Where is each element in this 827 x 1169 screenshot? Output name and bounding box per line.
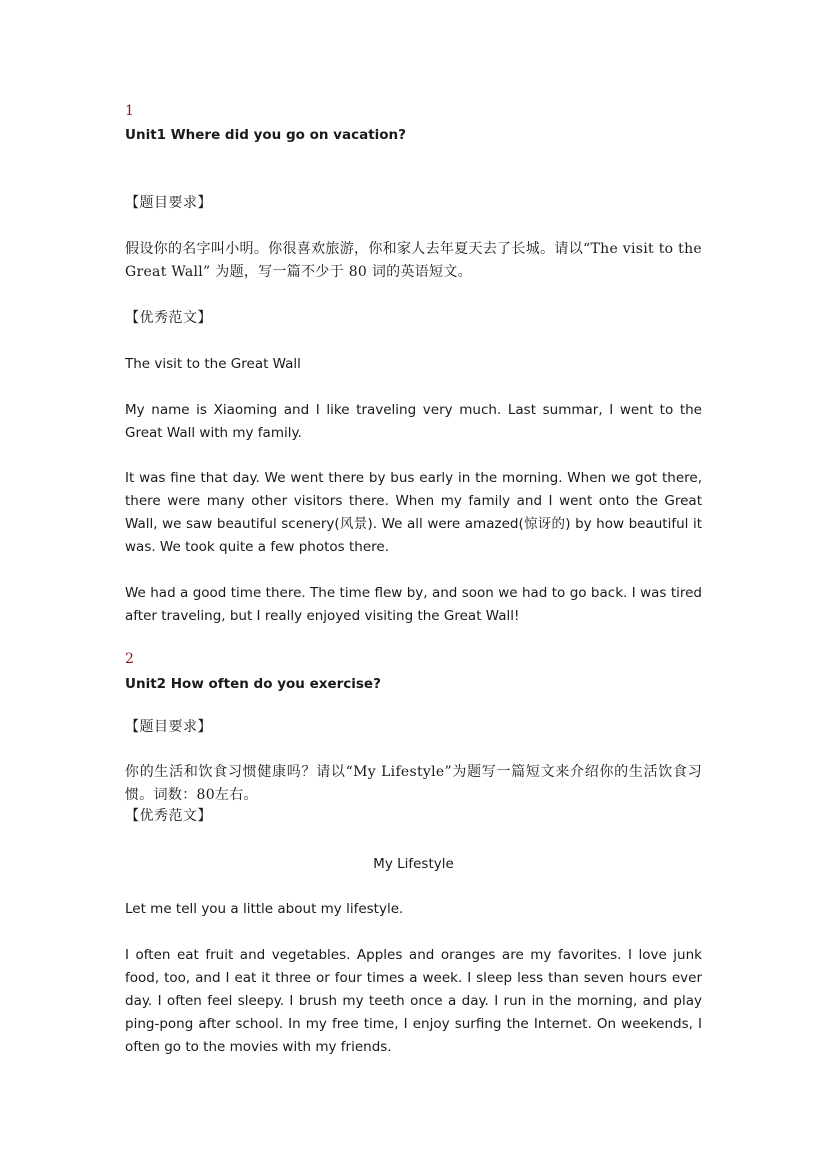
requirement-text: 你的生活和饮食习惯健康吗？请以“My Lifestyle”为题写一篇短文来介绍你的生活饮食习惯。词数：80左右。 xyxy=(125,764,702,803)
unit-title: Unit2 How often do you exercise? xyxy=(125,676,381,692)
essay-title: My Lifestyle xyxy=(373,856,454,872)
requirement-heading: 【题目要求】 xyxy=(125,719,212,735)
sample-heading: 【优秀范文】 xyxy=(125,808,212,824)
essay-paragraph: I often eat fruit and vegetables. Apples and oranges are my favorites. I love junk food, too, and I eat it three or four times a week. I sleep less than seven hours ever day. I often feel sleepy. I brush my teeth once a day. I run in the morning, and play ping-pong after school. In my free time, I enjoy surfing the Internet. On weekends, I often go to the movies with my friends. xyxy=(125,947,702,1055)
essay-paragraph: My name is Xiaoming and I like traveling very much. Last summar, I went to the Great Wall with my family. xyxy=(125,402,702,441)
section-number: 1 xyxy=(125,103,134,119)
essay-title: The visit to the Great Wall xyxy=(125,356,301,372)
essay-paragraph: We had a good time there. The time flew by, and soon we had to go back. I was tired after traveling, but I really enjoyed visiting the Great Wall! xyxy=(125,585,702,624)
requirement-text: 假设你的名字叫小明。你很喜欢旅游，你和家人去年夏天去了长城。请以“The visit to the Great Wall” 为题，写一篇不少于 80 词的英语短文。 xyxy=(125,241,702,280)
essay-paragraph: It was fine that day. We went there by bus early in the morning. When we got there, there were many other visitors there. When my family and I went onto the Great Wall, we saw beautiful scenery(风景). We all were amazed(惊讶的) by how beautiful it was. We took quite a few photos there. xyxy=(125,470,702,555)
sample-heading: 【优秀范文】 xyxy=(125,310,212,326)
unit-title: Unit1 Where did you go on vacation? xyxy=(125,127,407,143)
requirement-heading: 【题目要求】 xyxy=(125,195,212,211)
section-number: 2 xyxy=(125,651,134,667)
essay-paragraph: Let me tell you a little about my lifestyle. xyxy=(125,901,404,917)
